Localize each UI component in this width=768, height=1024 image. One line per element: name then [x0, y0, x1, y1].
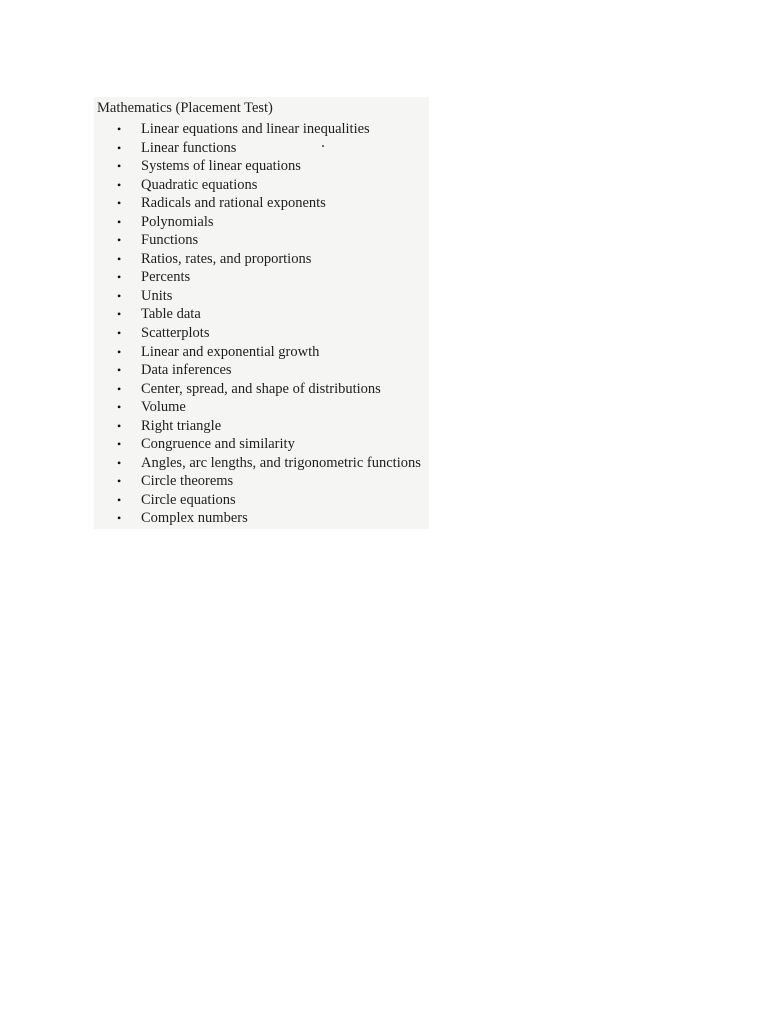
topic-label: Radicals and rational exponents	[141, 195, 326, 212]
topic-label: Congruence and similarity	[141, 436, 295, 453]
bullet-icon: •	[117, 326, 122, 341]
bullet-icon: •	[117, 140, 122, 155]
topic-label: Scatterplots	[141, 325, 210, 342]
scanned-document	[94, 97, 429, 529]
bullet-icon: •	[117, 214, 122, 229]
topic-label: Ratios, rates, and proportions	[141, 250, 312, 267]
bullet-icon: •	[117, 381, 122, 396]
topic-label: Circle theorems	[141, 473, 234, 490]
topic-label: Complex numbers	[141, 510, 248, 527]
topic-label: Data inferences	[141, 362, 232, 379]
topic-label: Linear functions	[141, 139, 237, 156]
topic-label: Volume	[141, 399, 186, 416]
topic-label: Center, spread, and shape of distributions	[141, 380, 381, 397]
topic-label: Linear equations and linear inequalities	[141, 121, 370, 137]
bullet-icon: •	[117, 122, 122, 136]
scan-speck	[322, 145, 324, 147]
topic-label: Right triangle	[141, 417, 222, 434]
bullet-icon: •	[117, 474, 122, 489]
topic-label: Systems of linear equations	[141, 158, 301, 175]
bullet-icon: •	[117, 511, 122, 526]
bullet-icon: •	[117, 363, 122, 378]
document-title: Mathematics (Placement Test)	[97, 100, 273, 116]
topic-label: Circle equations	[141, 491, 236, 508]
bullet-icon: •	[117, 492, 122, 507]
bullet-icon: •	[117, 455, 122, 470]
bullet-icon: •	[117, 437, 122, 452]
bullet-icon: •	[117, 159, 122, 174]
topic-label: Quadratic equations	[141, 176, 258, 193]
topic-label: Units	[141, 287, 173, 304]
bullet-icon: •	[117, 418, 122, 433]
bullet-icon: •	[117, 400, 122, 415]
bullet-icon: •	[117, 251, 122, 266]
topic-label: Linear and exponential growth	[141, 343, 320, 360]
bullet-icon: •	[117, 307, 122, 322]
topic-label: Angles, arc lengths, and trigonometric functions	[141, 454, 421, 471]
bullet-icon: •	[117, 288, 122, 303]
topic-label: Functions	[141, 232, 199, 249]
topic-label: Table data	[141, 306, 201, 323]
bullet-icon: •	[117, 344, 122, 359]
bullet-icon: •	[117, 177, 122, 192]
bullet-icon: •	[117, 233, 122, 248]
topic-label: Percents	[141, 269, 191, 286]
bullet-icon: •	[117, 196, 122, 211]
bullet-icon: •	[117, 270, 122, 285]
topic-label: Polynomials	[141, 213, 214, 230]
